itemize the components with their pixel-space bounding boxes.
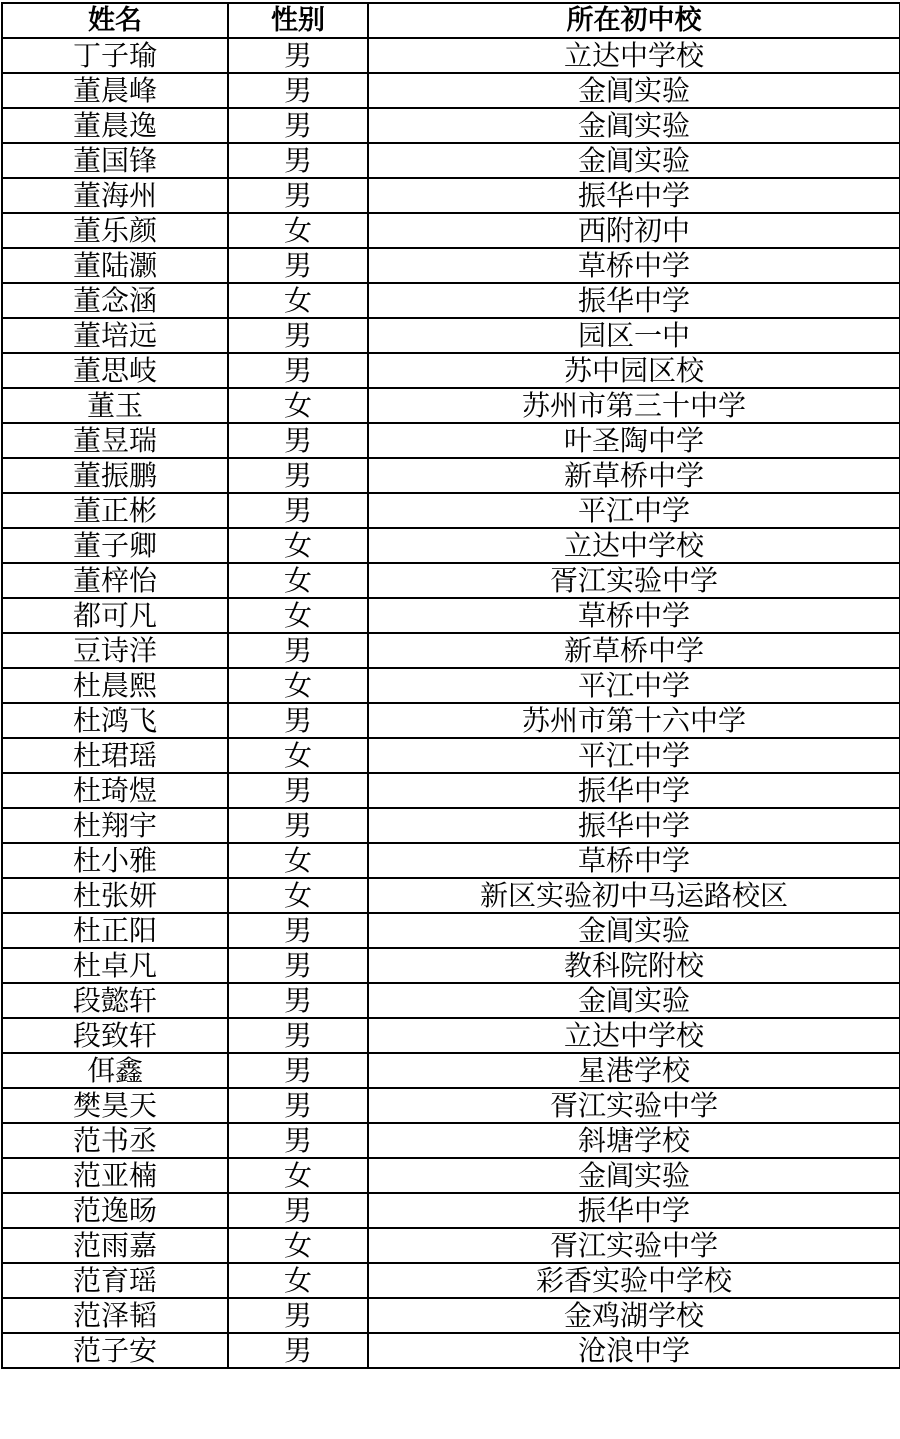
cell-name: 董子卿 bbox=[2, 528, 228, 563]
cell-gender: 男 bbox=[228, 423, 368, 458]
cell-school: 立达中学校 bbox=[368, 38, 900, 73]
cell-school: 振华中学 bbox=[368, 283, 900, 318]
cell-gender: 男 bbox=[228, 73, 368, 108]
cell-school: 平江中学 bbox=[368, 668, 900, 703]
cell-school: 平江中学 bbox=[368, 493, 900, 528]
table-row bbox=[2, 493, 900, 528]
cell-gender: 女 bbox=[228, 283, 368, 318]
cell-name: 丁子瑜 bbox=[2, 38, 228, 73]
cell-school: 振华中学 bbox=[368, 178, 900, 213]
table-row bbox=[2, 1053, 900, 1088]
cell-gender: 男 bbox=[228, 948, 368, 983]
cell-school: 苏中园区校 bbox=[368, 353, 900, 388]
table-body bbox=[2, 38, 900, 1368]
cell-gender: 男 bbox=[228, 913, 368, 948]
cell-gender: 男 bbox=[228, 1298, 368, 1333]
cell-gender: 女 bbox=[228, 388, 368, 423]
cell-gender: 女 bbox=[228, 1263, 368, 1298]
header-school: 所在初中校 bbox=[368, 3, 900, 38]
cell-school: 叶圣陶中学 bbox=[368, 423, 900, 458]
table-row bbox=[2, 1123, 900, 1158]
cell-name: 董晨逸 bbox=[2, 108, 228, 143]
cell-gender: 男 bbox=[228, 248, 368, 283]
cell-gender: 男 bbox=[228, 1018, 368, 1053]
header-gender: 性别 bbox=[228, 3, 368, 38]
cell-name: 范泽韬 bbox=[2, 1298, 228, 1333]
table-row bbox=[2, 1193, 900, 1228]
cell-school: 星港学校 bbox=[368, 1053, 900, 1088]
cell-name: 董梓怡 bbox=[2, 563, 228, 598]
table-row bbox=[2, 283, 900, 318]
cell-school: 草桥中学 bbox=[368, 843, 900, 878]
cell-school: 平江中学 bbox=[368, 738, 900, 773]
table-row bbox=[2, 143, 900, 178]
table-row bbox=[2, 423, 900, 458]
cell-school: 苏州市第三十中学 bbox=[368, 388, 900, 423]
table-row bbox=[2, 318, 900, 353]
table-row bbox=[2, 1298, 900, 1333]
table-row bbox=[2, 388, 900, 423]
cell-name: 杜正阳 bbox=[2, 913, 228, 948]
header-row bbox=[2, 3, 900, 38]
cell-name: 杜卓凡 bbox=[2, 948, 228, 983]
table-row bbox=[2, 668, 900, 703]
table-row bbox=[2, 843, 900, 878]
cell-name: 董海州 bbox=[2, 178, 228, 213]
cell-school: 金阊实验 bbox=[368, 913, 900, 948]
table-row bbox=[2, 983, 900, 1018]
cell-school: 胥江实验中学 bbox=[368, 1088, 900, 1123]
cell-school: 彩香实验中学校 bbox=[368, 1263, 900, 1298]
cell-name: 董玉 bbox=[2, 388, 228, 423]
table-row bbox=[2, 178, 900, 213]
cell-name: 范育瑶 bbox=[2, 1263, 228, 1298]
cell-school: 胥江实验中学 bbox=[368, 1228, 900, 1263]
cell-name: 杜张妍 bbox=[2, 878, 228, 913]
cell-gender: 女 bbox=[228, 843, 368, 878]
cell-school: 金阊实验 bbox=[368, 983, 900, 1018]
cell-gender: 男 bbox=[228, 1193, 368, 1228]
cell-name: 董晨峰 bbox=[2, 73, 228, 108]
cell-school: 教科院附校 bbox=[368, 948, 900, 983]
cell-school: 新草桥中学 bbox=[368, 633, 900, 668]
cell-name: 豆诗洋 bbox=[2, 633, 228, 668]
cell-gender: 女 bbox=[228, 668, 368, 703]
cell-gender: 男 bbox=[228, 1053, 368, 1088]
cell-name: 董昱瑞 bbox=[2, 423, 228, 458]
cell-name: 董国锋 bbox=[2, 143, 228, 178]
cell-name: 佴鑫 bbox=[2, 1053, 228, 1088]
cell-name: 杜翔宇 bbox=[2, 808, 228, 843]
cell-name: 董念涵 bbox=[2, 283, 228, 318]
table-row bbox=[2, 108, 900, 143]
table-row bbox=[2, 563, 900, 598]
cell-school: 振华中学 bbox=[368, 773, 900, 808]
cell-name: 樊昊天 bbox=[2, 1088, 228, 1123]
cell-gender: 男 bbox=[228, 1123, 368, 1158]
cell-name: 董培远 bbox=[2, 318, 228, 353]
cell-gender: 男 bbox=[228, 808, 368, 843]
cell-school: 振华中学 bbox=[368, 808, 900, 843]
cell-gender: 女 bbox=[228, 1228, 368, 1263]
table-row bbox=[2, 1333, 900, 1368]
cell-gender: 女 bbox=[228, 738, 368, 773]
table-row bbox=[2, 213, 900, 248]
cell-school: 园区一中 bbox=[368, 318, 900, 353]
table-row bbox=[2, 353, 900, 388]
cell-gender: 男 bbox=[228, 1088, 368, 1123]
cell-name: 范书丞 bbox=[2, 1123, 228, 1158]
cell-school: 振华中学 bbox=[368, 1193, 900, 1228]
cell-school: 金阊实验 bbox=[368, 108, 900, 143]
table-row bbox=[2, 248, 900, 283]
cell-school: 金阊实验 bbox=[368, 1158, 900, 1193]
table-row bbox=[2, 1263, 900, 1298]
cell-gender: 女 bbox=[228, 213, 368, 248]
cell-name: 杜晨熙 bbox=[2, 668, 228, 703]
cell-gender: 男 bbox=[228, 458, 368, 493]
table-row bbox=[2, 38, 900, 73]
cell-school: 西附初中 bbox=[368, 213, 900, 248]
table-row bbox=[2, 808, 900, 843]
table-row bbox=[2, 1088, 900, 1123]
cell-name: 董振鹏 bbox=[2, 458, 228, 493]
cell-school: 草桥中学 bbox=[368, 598, 900, 633]
cell-name: 董乐颜 bbox=[2, 213, 228, 248]
table-row bbox=[2, 598, 900, 633]
cell-name: 范雨嘉 bbox=[2, 1228, 228, 1263]
cell-name: 董正彬 bbox=[2, 493, 228, 528]
cell-name: 都可凡 bbox=[2, 598, 228, 633]
cell-gender: 男 bbox=[228, 773, 368, 808]
cell-school: 立达中学校 bbox=[368, 528, 900, 563]
cell-school: 立达中学校 bbox=[368, 1018, 900, 1053]
cell-name: 杜珺瑶 bbox=[2, 738, 228, 773]
cell-gender: 女 bbox=[228, 563, 368, 598]
table-row bbox=[2, 948, 900, 983]
cell-gender: 男 bbox=[228, 353, 368, 388]
table-row bbox=[2, 773, 900, 808]
table-row bbox=[2, 703, 900, 738]
cell-name: 杜鸿飞 bbox=[2, 703, 228, 738]
table-row bbox=[2, 738, 900, 773]
cell-gender: 男 bbox=[228, 108, 368, 143]
cell-school: 金阊实验 bbox=[368, 143, 900, 178]
cell-name: 范逸旸 bbox=[2, 1193, 228, 1228]
cell-name: 范子安 bbox=[2, 1333, 228, 1368]
cell-gender: 男 bbox=[228, 318, 368, 353]
table-row bbox=[2, 528, 900, 563]
table-row bbox=[2, 73, 900, 108]
cell-school: 草桥中学 bbox=[368, 248, 900, 283]
cell-name: 范亚楠 bbox=[2, 1158, 228, 1193]
cell-gender: 男 bbox=[228, 633, 368, 668]
cell-school: 苏州市第十六中学 bbox=[368, 703, 900, 738]
cell-gender: 女 bbox=[228, 598, 368, 633]
table-row bbox=[2, 458, 900, 493]
cell-name: 段致轩 bbox=[2, 1018, 228, 1053]
cell-school: 斜塘学校 bbox=[368, 1123, 900, 1158]
cell-school: 新草桥中学 bbox=[368, 458, 900, 493]
cell-gender: 女 bbox=[228, 528, 368, 563]
table-row bbox=[2, 1228, 900, 1263]
cell-gender: 男 bbox=[228, 493, 368, 528]
cell-gender: 女 bbox=[228, 1158, 368, 1193]
cell-gender: 女 bbox=[228, 878, 368, 913]
cell-gender: 男 bbox=[228, 983, 368, 1018]
table-row bbox=[2, 1158, 900, 1193]
cell-school: 金阊实验 bbox=[368, 73, 900, 108]
cell-gender: 男 bbox=[228, 178, 368, 213]
header-name: 姓名 bbox=[2, 3, 228, 38]
cell-name: 杜小雅 bbox=[2, 843, 228, 878]
cell-gender: 男 bbox=[228, 38, 368, 73]
cell-name: 段懿轩 bbox=[2, 983, 228, 1018]
cell-name: 杜琦煜 bbox=[2, 773, 228, 808]
table-row bbox=[2, 1018, 900, 1053]
cell-name: 董思岐 bbox=[2, 353, 228, 388]
cell-gender: 男 bbox=[228, 1333, 368, 1368]
student-roster-table bbox=[1, 2, 900, 1369]
cell-school: 沧浪中学 bbox=[368, 1333, 900, 1368]
cell-gender: 男 bbox=[228, 143, 368, 178]
table-row bbox=[2, 913, 900, 948]
table-row bbox=[2, 878, 900, 913]
cell-name: 董陆灏 bbox=[2, 248, 228, 283]
cell-school: 胥江实验中学 bbox=[368, 563, 900, 598]
table-row bbox=[2, 633, 900, 668]
cell-gender: 男 bbox=[228, 703, 368, 738]
cell-school: 金鸡湖学校 bbox=[368, 1298, 900, 1333]
cell-school: 新区实验初中马运路校区 bbox=[368, 878, 900, 913]
